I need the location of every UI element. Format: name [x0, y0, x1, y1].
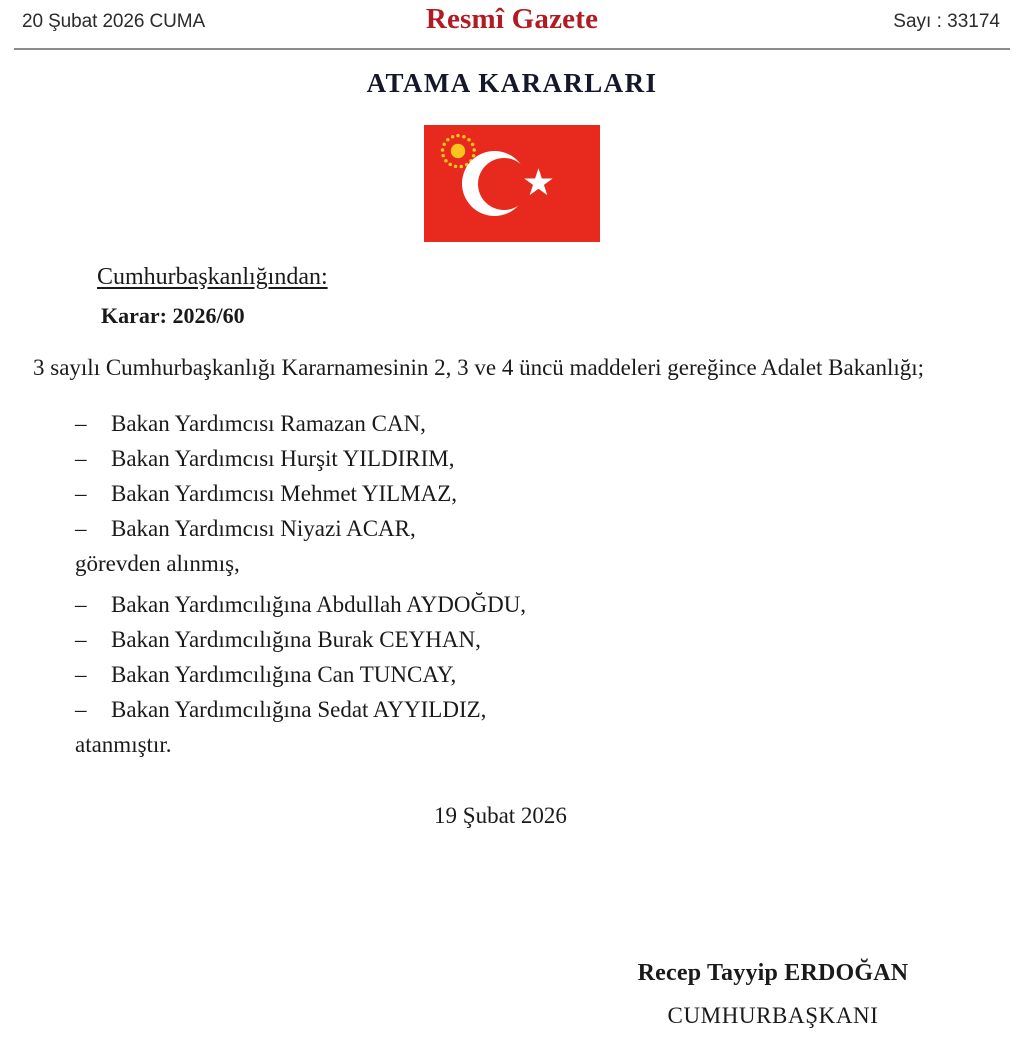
- list-item: [33, 407, 978, 442]
- masthead-divider: [14, 48, 1010, 50]
- gazette-title: Resmî Gazete: [425, 3, 599, 35]
- page-title: ATAMA KARARLARI: [366, 68, 658, 98]
- list-item: [33, 588, 978, 623]
- flag-container: [0, 125, 1024, 242]
- list-item-label: Bakan Yardımcılığına Sedat AYYILDIZ,: [111, 696, 487, 722]
- list-item: [33, 477, 978, 512]
- dismissed-closing-line: görevden alınmış,: [75, 551, 240, 577]
- masthead: [0, 0, 1024, 42]
- appointed-closing-line: atanmıştır.: [75, 731, 172, 757]
- list-item: [33, 623, 978, 658]
- list-dash: –: [75, 411, 87, 437]
- list-item-label: Bakan Yardımcılığına Can TUNCAY,: [111, 662, 457, 688]
- list-item-label: Bakan Yardımcılığına Abdullah AYDOĞDU,: [111, 592, 527, 618]
- issuing-authority: Cumhurbaşkanlığından:: [97, 264, 328, 290]
- decision-number: Karar: 2026/60: [101, 303, 245, 328]
- intro-paragraph: 3 sayılı Cumhurbaşkanlığı Kararnamesinin 2, 3 ve 4 üncü maddeleri gereğince Adalet Bakanlığı;: [33, 355, 925, 380]
- list-item: [33, 442, 978, 477]
- turkish-flag-icon: [424, 125, 600, 242]
- list-item-label: Bakan Yardımcısı Ramazan CAN,: [111, 411, 426, 437]
- list-item-label: Bakan Yardımcısı Niyazi ACAR,: [111, 516, 416, 542]
- signature-block: [608, 960, 938, 1029]
- list-item: [33, 693, 978, 728]
- gazette-issue-number: Sayı : 33174: [893, 11, 1000, 32]
- list-dash: –: [75, 696, 87, 722]
- dismissed-list: [33, 407, 978, 547]
- list-dash: –: [75, 446, 87, 472]
- list-item-label: Bakan Yardımcısı Hurşit YILDIRIM,: [111, 446, 455, 472]
- appointed-list: [33, 588, 978, 728]
- document-body: [0, 264, 1024, 829]
- list-item-label: Bakan Yardımcısı Mehmet YILMAZ,: [111, 481, 458, 507]
- list-dash: –: [75, 662, 87, 688]
- list-item-label: Bakan Yardımcılığına Burak CEYHAN,: [111, 627, 481, 653]
- list-dash: –: [75, 516, 87, 542]
- flag-star-icon: ★: [521, 163, 556, 204]
- list-dash: –: [75, 627, 87, 653]
- list-dash: –: [75, 481, 87, 507]
- list-item: [33, 658, 978, 693]
- list-dash: –: [75, 592, 87, 618]
- signatory-title: CUMHURBAŞKANI: [667, 1003, 879, 1028]
- list-item: [33, 512, 978, 547]
- gazette-date: 20 Şubat 2026 CUMA: [22, 11, 206, 32]
- signatory-name: Recep Tayyip ERDOĞAN: [637, 960, 909, 986]
- signing-date: 19 Şubat 2026: [434, 802, 567, 828]
